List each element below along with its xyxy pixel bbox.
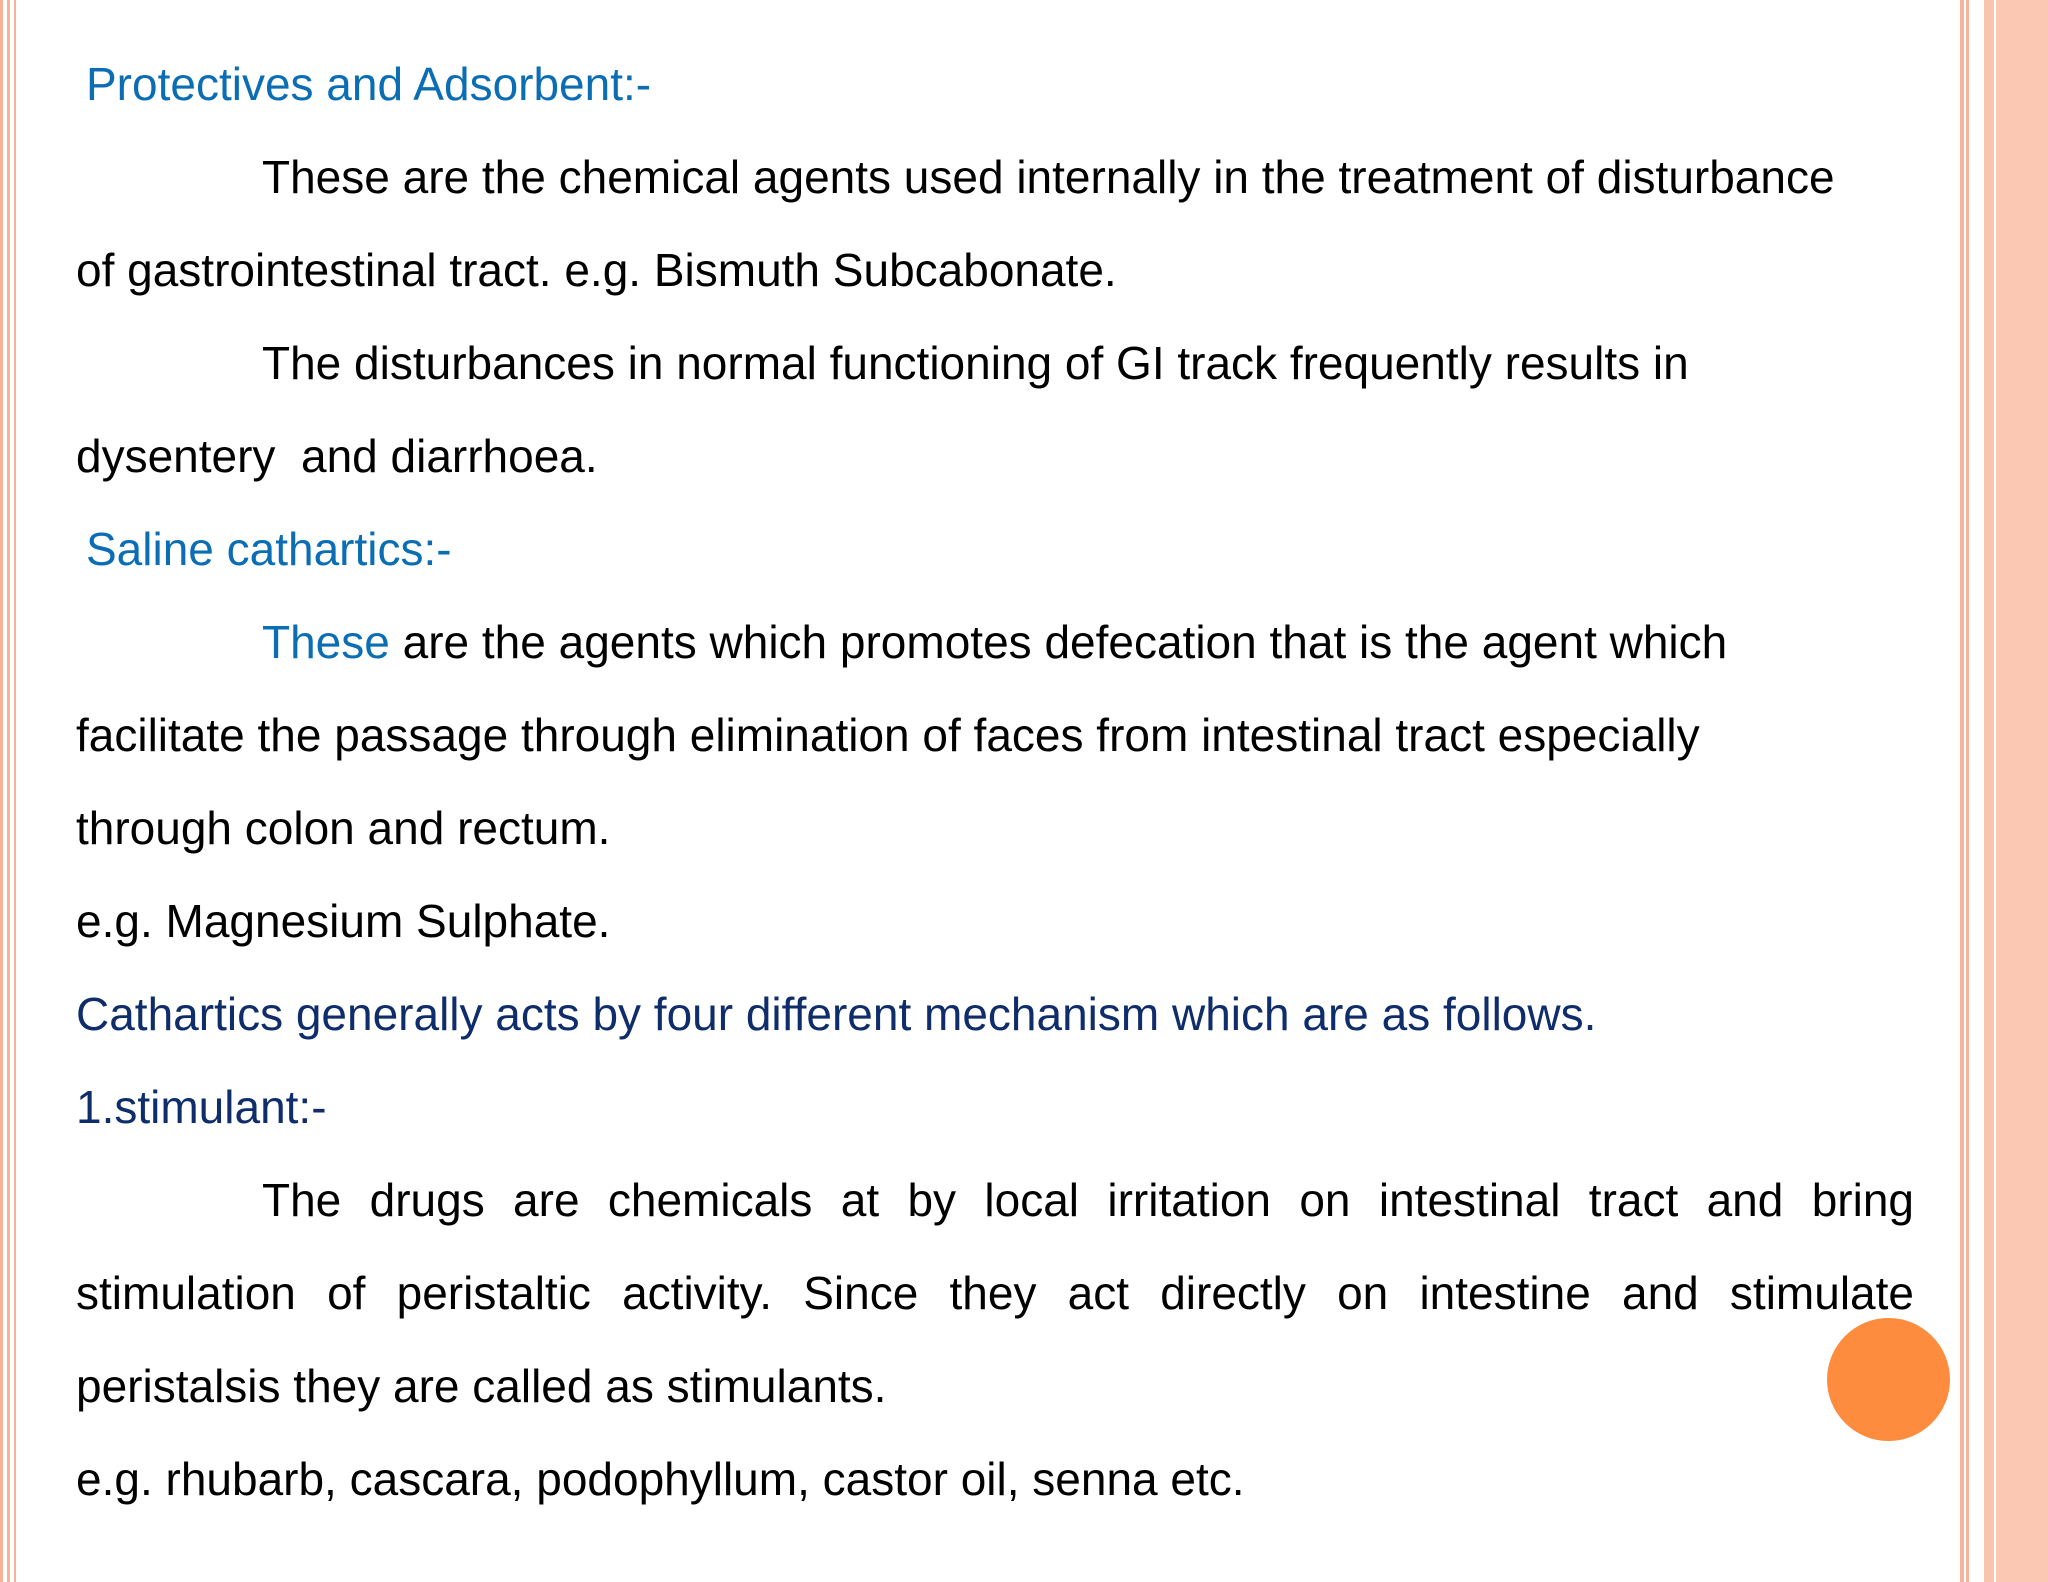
saline-para-line2: facilitate the passage through elimination of faces from intestinal tract especially — [76, 709, 1700, 761]
protectives-para1-line2: of gastrointestinal tract. e.g. Bismuth Subcabonate. — [76, 244, 1117, 296]
stimulant-para-line1 — [76, 1154, 1914, 1247]
saline-para-first-word: These — [262, 616, 390, 668]
saline-para-line3: through colon and rectum. — [76, 802, 611, 854]
heading-saline-cathartics: Saline cathartics:- — [86, 523, 452, 575]
orange-circle-decoration — [1827, 1318, 1950, 1441]
protectives-para2-line1: The disturbances in normal functioning of GI track frequently results in — [262, 337, 1689, 389]
protectives-para1-line1: These are the chemical agents used internally in the treatment of disturbance — [262, 151, 1835, 203]
stimulant-para-line2 — [76, 1247, 1914, 1340]
left-decorative-border — [0, 0, 18, 1582]
heading-protectives: Protectives and Adsorbent:- — [86, 58, 652, 110]
saline-para-line1 — [76, 596, 1914, 689]
stimulant-para-line3: peristalsis they are called as stimulants. — [76, 1360, 887, 1412]
slide-body — [76, 38, 1914, 1526]
saline-para-line1-rest: are the agents which promotes defecation that is the agent which — [389, 616, 1728, 668]
cathartics-intro: Cathartics generally acts by four different mechanism which are as follows. — [76, 988, 1597, 1040]
right-decorative-border — [1960, 0, 2048, 1582]
stimulant-para-line2-text: stimulation of peristaltic activity. Since they act directly on intestine and stimulate — [76, 1267, 1914, 1319]
saline-example: e.g. Magnesium Sulphate. — [76, 895, 611, 947]
stimulant-paragraph — [76, 1154, 1914, 1340]
heading-stimulant: 1.stimulant:- — [76, 1081, 327, 1133]
stimulant-example: e.g. rhubarb, cascara, podophyllum, castor oil, senna etc. — [76, 1453, 1245, 1505]
protectives-para2-line2: dysentery and diarrhoea. — [76, 430, 598, 482]
stimulant-para-line1-text: The drugs are chemicals at by local irritation on intestinal tract and bring — [262, 1174, 1914, 1226]
